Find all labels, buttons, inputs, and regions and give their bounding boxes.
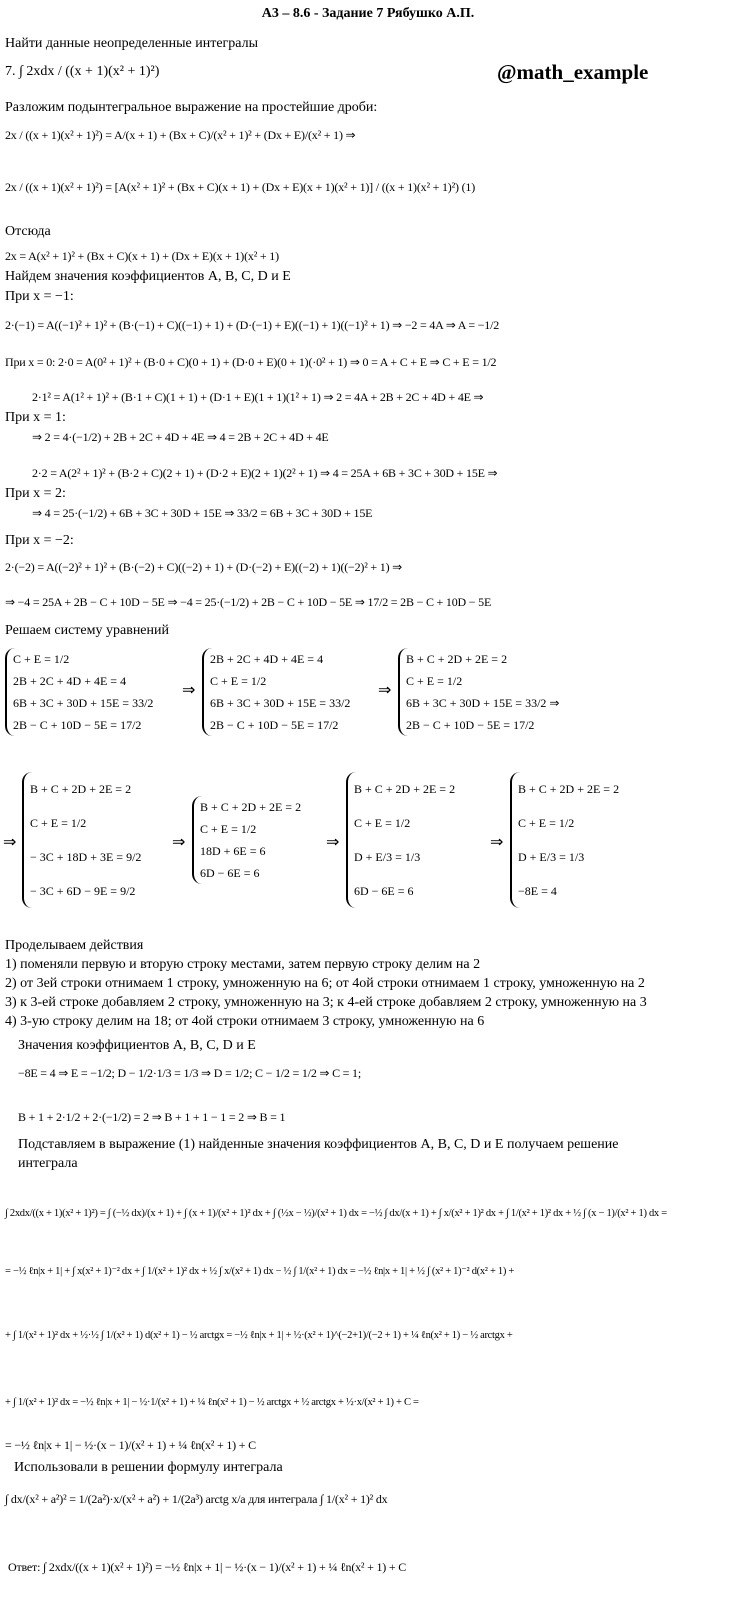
formula-line: + ∫ 1/(x² + 1)² dx = −½ ℓn|x + 1| − ½·1/(x² + 1) + ¼ ℓn(x² + 1) − ½ arctgx + ½ arctgx + ½·x/(x² + 1) + C = — [5, 1397, 419, 1408]
formula-line: = −½ ℓn|x + 1| + ∫ x(x² + 1)⁻² dx + ∫ 1/(x² + 1)² dx + ½ ∫ x/(x² + 1) dx − ½ ∫ 1/(x² + 1) dx = −½ ℓn|x + 1| + ½ ∫ (x² + 1)⁻² d(x² + 1) + — [5, 1266, 515, 1277]
formula-line: 2·(−2) = A((−2)² + 1)² + (B·(−2) + C)((−2) + 1) + (D·(−2) + E)((−2) + 1)((−2)² + 1) ⇒ — [5, 560, 403, 574]
task-statement: Найти данные неопределенные интегралы — [5, 36, 259, 51]
formula-line: ∫ dx/(x² + a²)² = 1/(2a²)·x/(x² + a²) + 1/(2a³) arctg x/a для интеграла ∫ 1/(x² + 1)² dx — [5, 1492, 388, 1506]
implies-arrow: ⇒ — [490, 834, 504, 851]
equation-system-3: B + C + 2D + 2E = 2 C + E = 1/2 6B + 3C + 30D + 15E = 33/2 ⇒ 2B − C + 10D − 5E = 17/2 — [398, 648, 559, 736]
author-handle: @math_example — [497, 60, 649, 84]
formula-line: 2·2 = A(2² + 1)² + (B·2 + C)(2 + 1) + (D·2 + E)(2 + 1)(2² + 1) ⇒ 4 = 25A + 6B + 3C + 30D + 15E ⇒ — [32, 466, 498, 480]
equation-system-4: B + C + 2D + 2E = 2 C + E = 1/2 − 3C + 18D + 3E = 9/2 − 3C + 6D − 9E = 9/2 — [22, 772, 141, 908]
step-4: 4) 3-ую строку делим на 18; от 4ой строки отнимаем 3 строку, умноженную на 6 — [5, 1014, 485, 1029]
step-2: 2) от 3ей строки отнимаем 1 строку, умноженную на 6; от 4ой строки отнимаем 1 строку, умноженную на 2 — [5, 976, 645, 991]
formula-line: ⇒ 4 = 25·(−1/2) + 6B + 3C + 30D + 15E ⇒ 33/2 = 6B + 3C + 30D + 15E — [32, 506, 373, 520]
formula-line: При x = 0: 2·0 = A(0² + 1)² + (B·0 + C)(0 + 1) + (D·0 + E)(0 + 1)(·0² + 1) ⇒ 0 = A + C + E ⇒ C + E = 1/2 — [5, 355, 497, 369]
task-integral: 7. ∫ 2xdx / ((x + 1)(x² + 1)²) — [5, 64, 160, 79]
text-line: Проделываем действия — [5, 938, 144, 953]
formula-line: = −½ ℓn|x + 1| − ½·(x − 1)/(x² + 1) + ¼ ℓn(x² + 1) + C — [5, 1438, 256, 1452]
implies-arrow: ⇒ — [326, 834, 340, 851]
text-line: Значения коэффициентов A, B, C, D и E — [18, 1038, 256, 1053]
answer-line: Ответ: ∫ 2xdx/((x + 1)(x² + 1)²) = −½ ℓn|x + 1| − ½·(x − 1)/(x² + 1) + ¼ ℓn(x² + 1) + C — [8, 1560, 407, 1574]
page-title: А3 – 8.6 - Задание 7 Рябушко А.П. — [261, 6, 475, 21]
text-line: При x = −1: — [5, 289, 74, 304]
equation-system-7: B + C + 2D + 2E = 2 C + E = 1/2 D + E/3 = 1/3 −8E = 4 — [510, 772, 619, 908]
formula-line: B + 1 + 2·1/2 + 2·(−1/2) = 2 ⇒ B + 1 + 1 − 1 = 2 ⇒ B = 1 — [18, 1110, 286, 1124]
formula-line: 2x = A(x² + 1)² + (Bx + C)(x + 1) + (Dx + E)(x + 1)(x² + 1) — [5, 249, 279, 263]
equation-system-5: B + C + 2D + 2E = 2 C + E = 1/2 18D + 6E = 6 6D − 6E = 6 — [192, 796, 301, 884]
equation-system-2: 2B + 2C + 4D + 4E = 4 C + E = 1/2 6B + 3C + 30D + 15E = 33/2 2B − C + 10D − 5E = 17/2 — [202, 648, 350, 736]
formula-line: 2x / ((x + 1)(x² + 1)²) = A/(x + 1) + (Bx + C)/(x² + 1)² + (Dx + E)/(x² + 1) ⇒ — [5, 128, 356, 142]
text-line: При x = 2: — [5, 486, 66, 501]
equation-system-6: B + C + 2D + 2E = 2 C + E = 1/2 D + E/3 = 1/3 6D − 6E = 6 — [346, 772, 455, 908]
text-line: Найдем значения коэффициентов A, B, C, D и E — [5, 269, 291, 284]
formula-line: 2x / ((x + 1)(x² + 1)²) = [A(x² + 1)² + (Bx + C)(x + 1) + (Dx + E)(x + 1)(x² + 1)] / ((x + 1)(x² + 1)²) (1) — [5, 180, 475, 194]
formula-line: + ∫ 1/(x² + 1)² dx + ½·½ ∫ 1/(x² + 1) d(x² + 1) − ½ arctgx = −½ ℓn|x + 1| + ½·(x² + 1)^(−2+1)/(−2 + 1) + ¼ ℓn(x² + 1) − ½ arctgx + — [5, 1330, 513, 1341]
step-1: 1) поменяли первую и вторую строку местами, затем первую строку делим на 2 — [5, 957, 481, 972]
formula-line: ⇒ −4 = 25A + 2B − C + 10D − 5E ⇒ −4 = 25·(−1/2) + 2B − C + 10D − 5E ⇒ 17/2 = 2B − C + 10D − 5E — [5, 595, 492, 609]
equation-system-1: C + E = 1/2 2B + 2C + 4D + 4E = 4 6B + 3C + 30D + 15E = 33/2 2B − C + 10D − 5E = 17/2 — [5, 648, 153, 736]
text-line: Использовали в решении формулу интеграла — [14, 1460, 283, 1475]
implies-arrow: ⇒ — [378, 682, 392, 699]
formula-line: ⇒ 2 = 4·(−1/2) + 2B + 2C + 4D + 4E ⇒ 4 = 2B + 2C + 4D + 4E — [32, 430, 329, 444]
text-line: Подставляем в выражение (1) найденные значения коэффициентов A, B, C, D и E получаем решение — [18, 1137, 619, 1152]
implies-arrow: ⇒ — [182, 682, 196, 699]
step-3: 3) к 3-ей строке добавляем 2 строку, умноженную на 3; к 4-ей строке добавляем 2 строку, умноженную на 3 — [5, 995, 647, 1010]
implies-arrow: ⇒ — [3, 834, 17, 851]
text-line: Отсюда — [5, 224, 51, 239]
text-line: Решаем систему уравнений — [5, 623, 170, 638]
text-line: интеграла — [18, 1156, 78, 1171]
formula-line: −8E = 4 ⇒ E = −1/2; D − 1/2·1/3 = 1/3 ⇒ D = 1/2; C − 1/2 = 1/2 ⇒ C = 1; — [18, 1066, 361, 1080]
implies-arrow: ⇒ — [172, 834, 186, 851]
text-line: При x = −2: — [5, 533, 74, 548]
formula-line: 2·1² = A(1² + 1)² + (B·1 + C)(1 + 1) + (D·1 + E)(1 + 1)(1² + 1) ⇒ 2 = 4A + 2B + 2C + 4D + 4E ⇒ — [32, 390, 484, 404]
formula-line: ∫ 2xdx/((x + 1)(x² + 1)²) = ∫ (−½ dx)/(x + 1) + ∫ (x + 1)/(x² + 1)² dx + ∫ (½x − ½)/(x² + 1) dx = −½ ∫ dx/(x + 1) + ∫ x/(x² + 1)² dx + ∫ 1/(x² + 1)² dx + ½ ∫ (x − 1)/(x² + 1) dx = — [5, 1208, 667, 1219]
text-line: Разложим подынтегральное выражение на простейшие дроби: — [5, 100, 378, 115]
text-line: При x = 1: — [5, 410, 66, 425]
formula-line: 2·(−1) = A((−1)² + 1)² + (B·(−1) + C)((−1) + 1) + (D·(−1) + E)((−1) + 1)((−1)² + 1) ⇒ −2 = 4A ⇒ A = −1/2 — [5, 318, 500, 332]
